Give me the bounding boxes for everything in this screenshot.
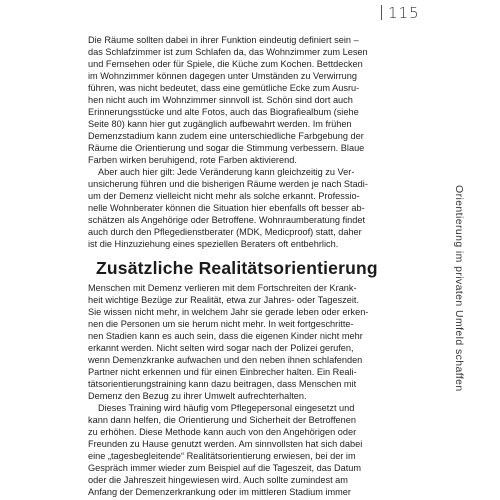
- text-line: tätsorientierungstraining kann dazu beitragen, dass Menschen mit: [88, 379, 357, 389]
- text-line: zu erhöhen. Diese Methode kann auch von den Angehörigen oder: [88, 427, 357, 437]
- text-line: Gespräch immer wieder zum Beispiel auf die Tageszeit, das Datum: [88, 463, 362, 473]
- section-heading: Zusätzliche Realitätsorientierung: [96, 258, 378, 278]
- text-line: oder die Jahreszeit hingewiesen wird. Auch sollte zumindest am: [88, 475, 348, 485]
- text-line: erkannt werden. Nicht selten wird sogar nach der Polizei gerufen,: [88, 343, 354, 353]
- text-line: nen Stadien kann es auch sein, dass die eigenen Kinder nicht mehr: [88, 331, 363, 341]
- paragraph-room-functions: [88, 34, 378, 166]
- text-line: Seite 80) kann hier gut zugänglich aufbewahrt werden. Im frühen: [88, 119, 352, 129]
- running-section-title: Orientierung im privaten Umfeld schaffen: [453, 185, 465, 392]
- text-line: Aber auch hier gilt: Jede Veränderung kann gleichzeitig zu Ver-: [98, 167, 355, 177]
- text-line: Dieses Training wird häufig vom Pflegepersonal eingesetzt und: [98, 403, 355, 413]
- section-reality-orientation-text: [88, 282, 378, 498]
- text-line: im Wohnzimmer können dagegen unter Umständen zu Verwirrung: [88, 71, 357, 81]
- text-line: nen die Personen um sie herum nicht mehr. In weit fortgeschritte-: [88, 319, 354, 329]
- text-line: und Fernsehen oder für Spiele, die Küche zum Kochen. Bettdecken: [88, 59, 363, 69]
- text-line: um der Demenz vielleicht nicht mehr als solche erkannt. Professio-: [88, 191, 360, 201]
- text-line: schätzen als Angehörige oder Betroffene. Wohnraumberatung findet: [88, 215, 366, 225]
- text-line: ist die Hinzuziehung eines speziellen Beraters oft entbehrlich.: [88, 239, 339, 249]
- text-line: nelle Wohnberater können die Situation hier ebenfalls oft besser ab-: [88, 203, 365, 213]
- text-line: wenn Demenzkranke aufwachen und den neben ihnen schlafenden: [88, 355, 363, 365]
- text-line: hen nicht auch im Wohnzimmer sinnvoll ist. Schön sind dort auch: [88, 95, 353, 105]
- text-line: unsicherung führen und die bisherigen Räume werden je nach Stadi-: [88, 179, 368, 189]
- text-line: das Schlafzimmer ist zum Schlafen da, das Wohnzimmer zum Lesen: [88, 47, 368, 57]
- section-orientation-text: [88, 34, 378, 250]
- text-line: Erinnerungsstücke und alte Fotos, auch das Biografiealbum (siehe: [88, 107, 359, 117]
- paragraph-reality-loss: [88, 282, 378, 402]
- text-line: Anfang der Demenzerkrankung oder im mittleren Stadium immer: [88, 487, 351, 497]
- text-line: Räume die Orientierung und sogar die Stimmung verbessern. Blaue: [88, 143, 365, 153]
- text-line: führen, was nicht bedeutet, dass eine gemütliche Ecke zum Ausru-: [88, 83, 360, 93]
- text-line: Freunden zu Hause genutzt werden. Am sinnvollsten hat sich dabei: [88, 439, 363, 449]
- text-line: Partner nicht erkennen und für einen Einbrecher halten. Ein Reali-: [88, 367, 357, 377]
- text-line: Menschen mit Demenz verlieren mit dem Fortschreiten der Krank-: [88, 283, 357, 293]
- page-number-value: 115: [388, 4, 420, 22]
- page-number-divider: [381, 5, 382, 20]
- text-line: Farben wirken beruhigend, rote Farben aktivierend.: [88, 155, 297, 165]
- text-line: auch durch den Pflegedienstberater (MDK, Medicproof) statt, daher: [88, 227, 362, 237]
- text-line: heit wichtige Bezüge zur Realität, etwa zur Jahres- oder Tageszeit.: [88, 295, 359, 305]
- paragraph-training: [88, 402, 378, 498]
- text-line: Sie wissen nicht mehr, in welchem Jahr sie gerade leben oder erken-: [88, 307, 369, 317]
- text-line: eine „tagesbegleitende“ Realitätsorientierung erwiesen, bei der im: [88, 451, 356, 461]
- paragraph-change-caution: [88, 166, 378, 250]
- text-line: Die Räume sollten dabei in ihrer Funktion eindeutig definiert sein –: [88, 35, 359, 45]
- text-line: kann dann helfen, die Orientierung und Sicherheit der Betroffenen: [88, 415, 356, 425]
- page-number: [381, 4, 420, 22]
- text-line: Demenzstadium kann zudem eine unterschiedliche Farbgebung der: [88, 131, 364, 141]
- text-line: Demenz den Bezug zu ihrer Umwelt aufrechterhalten.: [88, 391, 307, 401]
